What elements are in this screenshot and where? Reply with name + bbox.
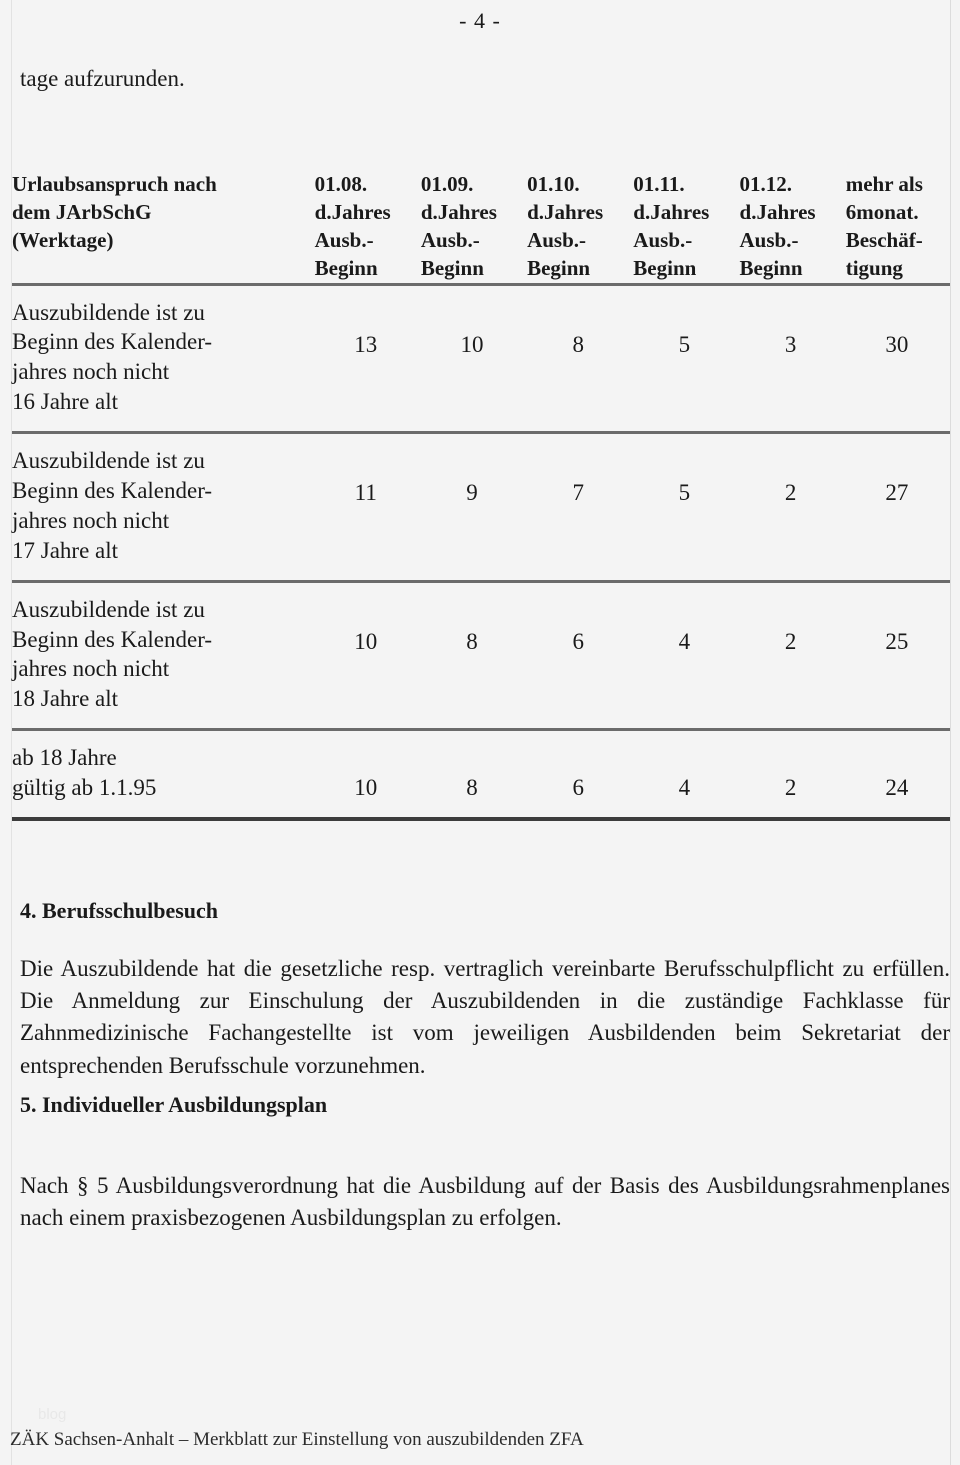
header-col-6-line-4: tigung (845, 256, 903, 281)
header-col-6-line-2: 6monat. (845, 200, 919, 225)
row-4-value-2: 8 (419, 730, 525, 819)
header-col-4-line-3: Ausb.- (633, 228, 693, 253)
table-row (12, 284, 950, 433)
row-3-value-4: 4 (631, 581, 737, 730)
section-4-body: Die Auszubildende hat die gesetzliche resp. vertraglich vereinbarte Berufsschulpflicht zu erfüllen. Die Anmeldung zur Einschulung der Auszubildenden in die zuständige Fachklasse für Zahnmedizinische Fachangestellte ist vom jeweiligen Ausbildenden beim Sekretariat der entsprechenden Berufsschule vorzunehmen. (20, 956, 950, 1078)
row-2-value-6: 27 (844, 433, 950, 582)
header-col-4-line-4: Beginn (633, 256, 697, 281)
row-3-value-5: 2 (738, 581, 844, 730)
vacation-entitlement-table (12, 170, 950, 821)
row-4-value-3: 6 (525, 730, 631, 819)
header-col-2-line-3: Ausb.- (420, 228, 480, 253)
row-3-label-line-3: jahres noch nicht (12, 656, 170, 682)
header-col-4-line-2: d.Jahres (633, 200, 710, 225)
table-header (12, 170, 950, 284)
row-1-value-6: 30 (844, 284, 950, 433)
table-row (12, 433, 950, 582)
header-col-2-line-1: 01.09. (420, 172, 474, 196)
header-col-2-line-4: Beginn (420, 256, 484, 281)
header-col-1-line-2: d.Jahres (314, 200, 391, 225)
section-5-body: Nach § 5 Ausbildungsverordnung hat die Ausbildung auf der Basis des Ausbildungsrahmenplanes nach einem praxisbezogenen Ausbildungsplan zu erfolgen. (20, 1173, 950, 1231)
section-4-heading: 4. Berufsschulbesuch (20, 898, 219, 923)
row-1-label-line-1: Auszubildende ist zu (12, 299, 205, 325)
header-col-1-line-4: Beginn (314, 256, 378, 281)
header-col-3-line-2: d.Jahres (527, 200, 604, 225)
row-2-label (12, 433, 313, 582)
row-3-value-1: 10 (313, 581, 419, 730)
header-col-3-line-1: 01.10. (527, 172, 580, 196)
row-4-label (12, 730, 313, 819)
row-1-value-1: 13 (313, 284, 419, 433)
table-header-row (12, 170, 950, 284)
row-2-value-5: 2 (738, 433, 844, 582)
table-bottom-rule-cell (12, 819, 950, 821)
row-4-label-line-1: ab 18 Jahre (12, 745, 117, 771)
row-2-label-line-3: jahres noch nicht (12, 507, 170, 533)
table-header-col-1 (313, 170, 419, 284)
row-3-label-line-2: Beginn des Kalender- (12, 626, 213, 652)
table-header-col-3 (525, 170, 631, 284)
row-1-label-line-3: jahres noch nicht (12, 359, 170, 385)
header-col-2-line-2: d.Jahres (420, 200, 497, 225)
table-header-col-5 (738, 170, 844, 284)
row-4-value-6: 24 (844, 730, 950, 819)
header-col-5-line-2: d.Jahres (739, 200, 816, 225)
page-edge-right (950, 0, 951, 1465)
row-2-value-4: 5 (631, 433, 737, 582)
row-1-label-line-2: Beginn des Kalender- (12, 329, 213, 355)
table-header-col-2 (419, 170, 525, 284)
footer-text: ZÄK Sachsen-Anhalt – Merkblatt zur Einstellung von auszubildenden ZFA (10, 1429, 584, 1450)
table-header-col-4 (631, 170, 737, 284)
row-4-value-5: 2 (738, 730, 844, 819)
header-col-3-line-4: Beginn (527, 256, 591, 281)
row-1-value-4: 5 (631, 284, 737, 433)
row-4-value-1: 10 (313, 730, 419, 819)
row-3-label-line-1: Auszubildende ist zu (12, 596, 205, 622)
table-row (12, 730, 950, 819)
table-body (12, 284, 950, 821)
header-label-line-3: (Werktage) (12, 228, 114, 253)
row-2-label-line-4: 17 Jahre alt (12, 537, 119, 563)
header-col-3-line-3: Ausb.- (527, 228, 587, 253)
header-col-5-line-4: Beginn (739, 256, 803, 281)
row-3-label-line-4: 18 Jahre alt (12, 686, 119, 712)
header-col-6-line-1: mehr als (845, 172, 923, 196)
header-col-5-line-3: Ausb.- (739, 228, 799, 253)
lead-paragraph: tage aufzurunden. (20, 66, 185, 91)
header-col-1-line-3: Ausb.- (314, 228, 374, 253)
table-row (12, 581, 950, 730)
row-1-value-5: 3 (738, 284, 844, 433)
header-label-line-2: dem JArbSchG (12, 200, 152, 225)
header-col-5-line-1: 01.12. (739, 172, 793, 196)
table-header-label (12, 170, 313, 284)
row-3-value-3: 6 (525, 581, 631, 730)
row-3-value-6: 25 (844, 581, 950, 730)
vacation-entitlement-table-wrapper (12, 170, 950, 821)
row-4-value-4: 4 (631, 730, 737, 819)
page-number: - 4 - (459, 8, 501, 33)
row-2-label-line-2: Beginn des Kalender- (12, 477, 213, 503)
row-2-label-line-1: Auszubildende ist zu (12, 448, 205, 474)
row-4-label-line-2: gültig ab 1.1.95 (12, 775, 157, 801)
header-col-4-line-1: 01.11. (633, 172, 685, 196)
header-col-1-line-1: 01.08. (314, 172, 368, 196)
row-2-value-3: 7 (525, 433, 631, 582)
footer-watermark: blog (38, 1406, 67, 1423)
table-header-col-6 (844, 170, 950, 284)
row-2-value-1: 11 (313, 433, 419, 582)
section-5-heading: 5. Individueller Ausbildungsplan (20, 1092, 328, 1117)
row-3-value-2: 8 (419, 581, 525, 730)
table-bottom-rule (12, 819, 950, 821)
row-3-label (12, 581, 313, 730)
row-1-value-3: 8 (525, 284, 631, 433)
row-1-label-line-4: 16 Jahre alt (12, 389, 119, 415)
row-2-value-2: 9 (419, 433, 525, 582)
header-label-line-1: Urlaubsanspruch nach (12, 172, 217, 196)
row-1-value-2: 10 (419, 284, 525, 433)
row-1-label (12, 284, 313, 433)
header-col-6-line-3: Beschäf- (845, 228, 923, 253)
